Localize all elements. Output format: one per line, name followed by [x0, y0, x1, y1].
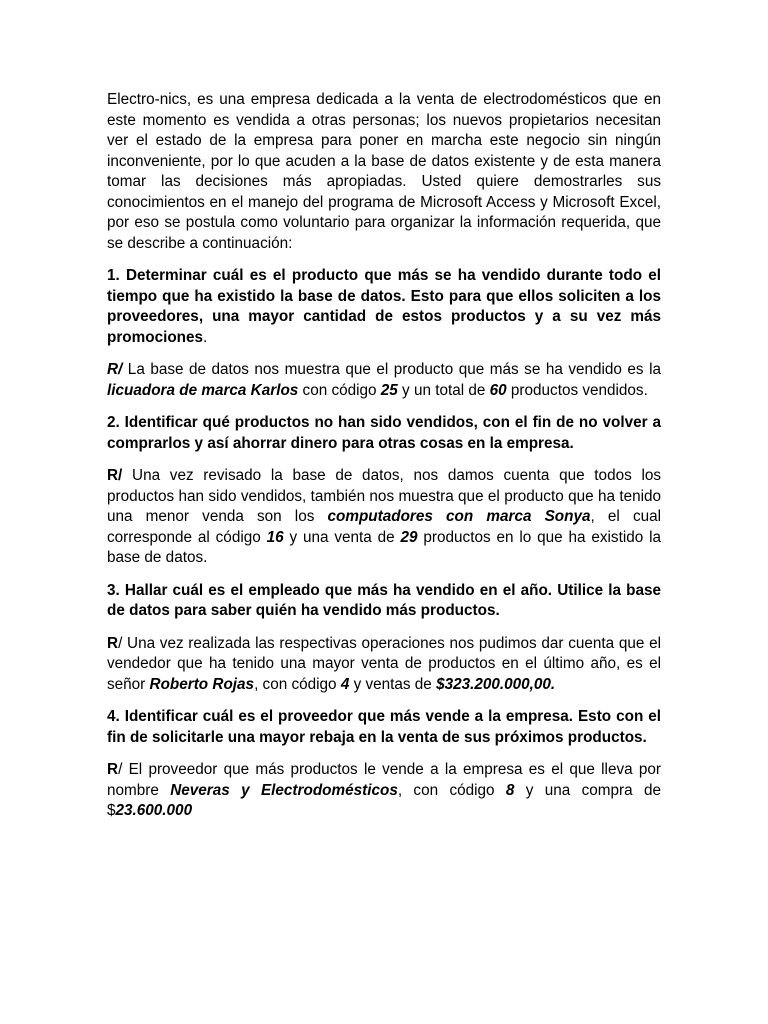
answer-3-slash: / — [118, 634, 123, 652]
answer-1-product: licuadora de marca Karlos — [107, 381, 299, 399]
answer-4 — [107, 760, 661, 822]
answer-1-code: 25 — [380, 381, 398, 399]
question-1-text: 1. Determinar cuál es el producto que más se ha vendido durante todo el tiempo que ha existido la base de datos. Esto para que ellos soliciten a los proveedores, una mayor cantidad de estos productos y a su vez más promociones — [107, 267, 661, 346]
answer-1-label: R/ — [107, 361, 123, 378]
answer-4-label: R — [107, 761, 119, 778]
question-3: 3. Hallar cuál es el empleado que más ha vendido en el año. Utilice la base de datos para saber quién ha vendido más productos. — [107, 581, 661, 619]
answer-4-part2: , con código — [397, 781, 506, 799]
answer-1-part2: con código — [298, 381, 381, 399]
answer-2-product: computadores con marca Sonya — [327, 508, 591, 525]
answer-1 — [107, 360, 661, 401]
intro-paragraph: Electro-nics, es una empresa dedicada a la venta de electrodomésticos que en este momento es vendida a otras personas; los nuevos propietarios necesitan ver el estado de la empresa para poner en marcha este negocio sin ningún inconveniente, por lo que acuden a la base de datos existente y de esta manera tomar las decisiones más apropiadas. Usted quiere demostrarles sus conocimientos en el manejo del programa de Microsoft Access y Microsoft Excel, por eso se postula como voluntario para organizar la información requerida, que se describe a continuación: — [107, 91, 661, 252]
answer-4-code: 8 — [505, 781, 515, 799]
answer-1-part4: productos vendidos. — [506, 381, 648, 399]
answer-4-part1: El proveedor que más productos le vende a la empresa es el que lleva por nombre — [107, 761, 661, 799]
answer-2-part3: y una venta de — [283, 528, 401, 546]
answer-2-label: R/ — [107, 467, 123, 484]
answer-3-part3: y ventas de — [349, 675, 437, 693]
answer-4-amount: 23.600.000 — [115, 802, 193, 819]
document-page — [107, 90, 661, 834]
answer-3-part2: , con código — [254, 675, 341, 693]
answer-4-slash: / — [118, 761, 123, 778]
answer-4-part3: y una compra de $ — [107, 781, 661, 819]
answer-3-employee: Roberto Rojas — [149, 675, 255, 693]
answer-4-supplier: Neveras y Electrodomésticos — [170, 781, 398, 799]
answer-3-part1: Una vez realizada las respectivas operaciones nos pudimos dar cuenta que el vendedor que ha tenido una mayor venta de productos en el último año, es el señor — [107, 634, 661, 693]
answer-3 — [107, 634, 661, 696]
question-4: 4. Identificar cuál es el proveedor que más vende a la empresa. Esto con el fin de solicitarle una mayor rebaja en la venta de sus próximos productos. — [107, 708, 661, 746]
answer-1-part3: y un total de — [397, 381, 490, 399]
answer-1-total: 60 — [489, 381, 507, 399]
answer-2-part2: , el cual corresponde al código — [107, 508, 662, 546]
question-2: 2. Identificar qué productos no han sido vendidos, con el fin de no volver a comprarlos y así ahorrar dinero para otras cosas en la empresa. — [107, 414, 661, 452]
answer-3-code: 4 — [340, 675, 350, 693]
answer-3-label: R — [107, 634, 119, 652]
answer-2 — [107, 466, 661, 569]
answer-2-total: 29 — [400, 528, 418, 546]
answer-3-sales: $323.200.000,00. — [436, 675, 556, 693]
answer-2-code: 16 — [266, 528, 284, 546]
answer-2-part4: productos en lo que ha existido la base de datos. — [107, 528, 661, 566]
question-1 — [107, 266, 661, 348]
answer-1-part1: La base de datos nos muestra que el producto que más se ha vendido es la — [122, 361, 661, 378]
question-1-end: . — [203, 328, 208, 346]
answer-2-part1: Una vez revisado la base de datos, nos damos cuenta que todos los productos han sido vendidos, también nos muestra que el producto que ha tenido una menor venda son los — [107, 467, 661, 525]
